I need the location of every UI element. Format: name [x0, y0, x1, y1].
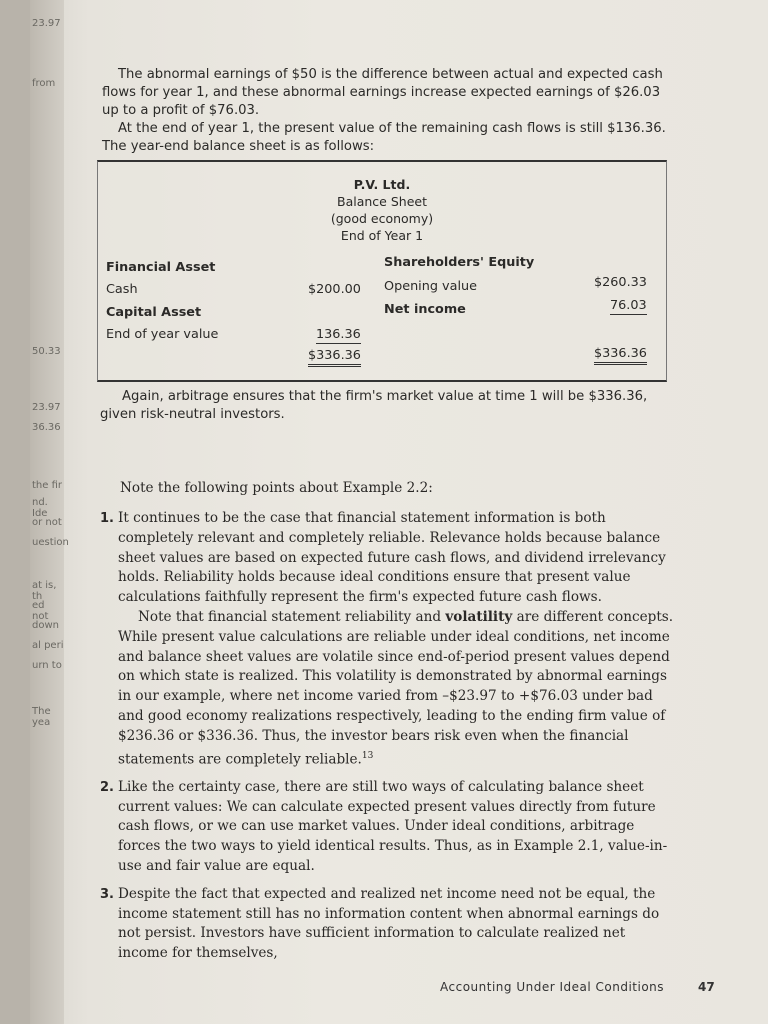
equity-heading: Shareholders' Equity: [384, 255, 535, 270]
cash-label: Cash: [106, 282, 138, 297]
equity-total: $336.36: [594, 346, 647, 365]
margin-fragment: 50.33: [32, 346, 61, 357]
cash-value: $200.00: [308, 282, 361, 297]
volatility-text-end: are different concepts. While present value calculations are reliable under ideal conditions, net income and balance sheet values are volatile since end-of-period present values depend on which state is realized. This volatility is demonstrated by abnormal earnings in our example, where net income varied from –$23.97 to +$76.03 under bad and good economy realizations respectively, leading to the ending firm value of $236.36 or $336.36. Thus, the investor bears risk even when the financial statements are completely reliable.: [118, 608, 674, 768]
previous-page-edge: [30, 0, 69, 1024]
opening-value: $260.33: [594, 275, 647, 290]
point-text: It continues to be the case that financial statement information is both completely relevant and completely reliable. Relevance holds because balance sheet values are based on expected future cash flows, and dividend irrelevancy holds. Reliability holds because ideal conditions ensure that present value calculations faithfully represent the firm's expected future cash flows.: [118, 510, 666, 606]
margin-fragment: down: [32, 620, 59, 631]
arbitrage-text: [100, 388, 670, 424]
intro-paragraph-1: The abnormal earnings of $50 is the difference between actual and expected cash flows for year 1, and these abnormal earnings increase expected earnings of $26.03 up to a profit of $76.03.: [102, 67, 663, 118]
list-item: [100, 778, 675, 877]
margin-fragment: The yea: [32, 706, 51, 728]
page-number: 47: [698, 980, 715, 994]
points-list: [100, 509, 675, 972]
balance-sheet-header: [98, 176, 666, 244]
note-heading: Note the following points about Example 2.2:: [120, 480, 433, 496]
period-label: End of Year 1: [340, 228, 424, 243]
margin-fragment: uestion: [32, 537, 69, 548]
net-income-label: Net income: [384, 302, 466, 317]
intro-text: [102, 66, 667, 156]
balance-sheet: [97, 160, 667, 382]
margin-fragment: 23.97: [32, 18, 61, 29]
list-item: [100, 509, 675, 770]
financial-asset-heading: Financial Asset: [106, 260, 216, 275]
point-number: 3.: [100, 886, 114, 902]
margin-fragment: ed not: [32, 600, 49, 622]
margin-fragment: from: [32, 78, 56, 89]
margin-fragment: 23.97: [32, 402, 61, 413]
arbitrage-paragraph: Again, arbitrage ensures that the firm's market value at time 1 will be $336.36, given risk-neutral investors.: [100, 389, 648, 422]
margin-fragment: nd. Ide: [32, 497, 48, 519]
margin-fragment: at is, th: [32, 580, 57, 602]
end-of-year-value: 136.36: [316, 327, 361, 342]
intro-paragraph-2: At the end of year 1, the present value of the remaining cash flows is still $136.36. The year-end balance sheet is as follows:: [102, 121, 666, 154]
volatility-text-start: Note that financial statement reliability and: [138, 608, 446, 625]
margin-fragment: urn to: [32, 660, 62, 671]
margin-fragment: al peri: [32, 640, 64, 651]
margin-fragment: or not: [32, 517, 62, 528]
running-title: Accounting Under Ideal Conditions: [440, 980, 665, 994]
net-income-value: 76.03: [610, 298, 647, 313]
point-text: Like the certainty case, there are still two ways of calculating balance sheet current values: We can calculate expected present values directly from future cash flows, or we can use market values. Under ideal conditions, arbitrage forces the two ways to yield identical results. Thus, as in Example 2.1, value-in-use and fair value are equal.: [118, 778, 668, 875]
volatility-term: volatility: [445, 608, 513, 625]
statement-title: Balance Sheet: [337, 194, 427, 209]
margin-fragment: the fir: [32, 480, 62, 491]
assets-total: $336.36: [308, 348, 361, 367]
point-number: 1.: [100, 511, 114, 526]
end-of-year-label: End of year value: [106, 327, 219, 342]
margin-fragment: 36.36: [32, 422, 61, 433]
volatility-paragraph: [118, 608, 675, 770]
scenario-label: (good economy): [330, 211, 434, 226]
company-name: P.V. Ltd.: [353, 177, 411, 192]
point-text: Despite the fact that expected and realized net income need not be equal, the income statement still has no information content when abnormal earnings do not persist. Investors have sufficient information to calculate realized net income for themselves,: [118, 885, 660, 962]
opening-value-label: Opening value: [384, 279, 477, 294]
list-item: [100, 885, 675, 964]
footnote-marker: 13: [361, 750, 374, 761]
point-number: 2.: [100, 779, 114, 795]
capital-asset-heading: Capital Asset: [106, 305, 202, 320]
